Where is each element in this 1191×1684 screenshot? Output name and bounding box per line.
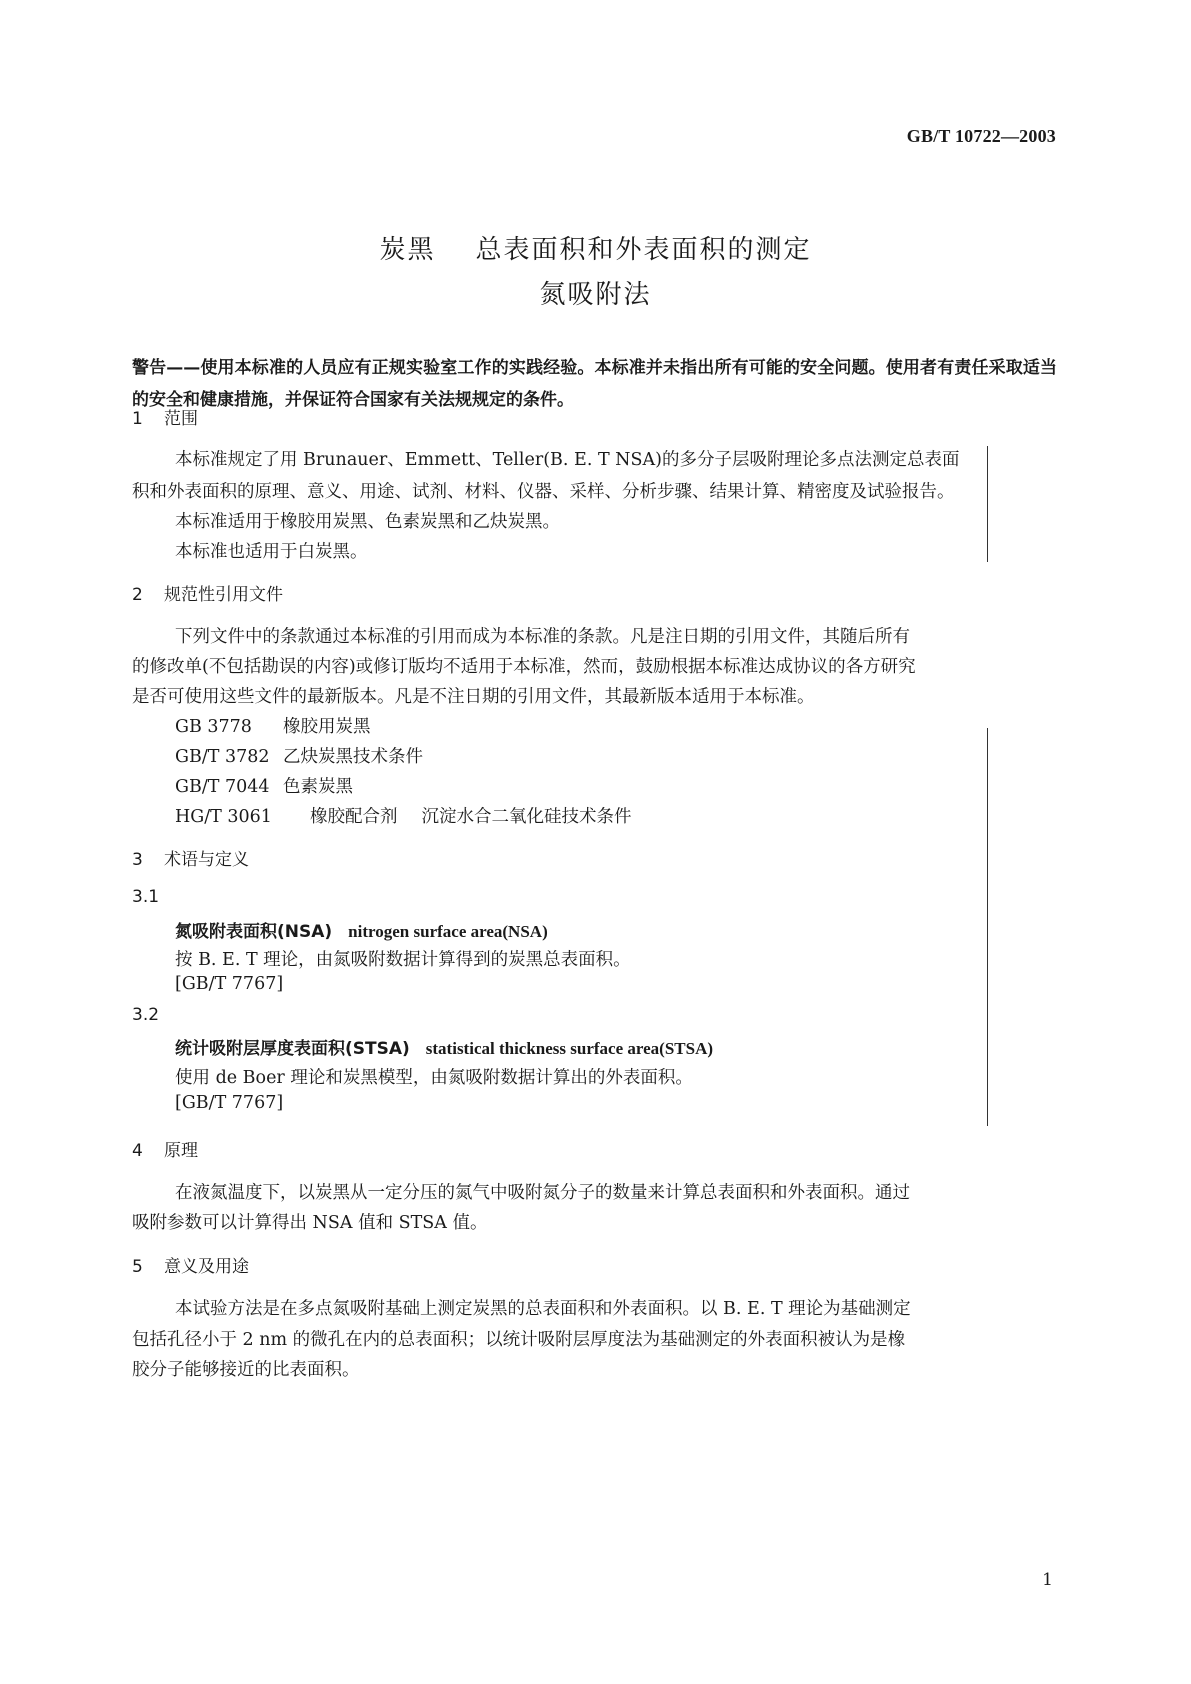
term-entry: [175, 917, 548, 942]
term-chinese: 氮吸附表面积(NSA): [175, 922, 333, 942]
reference-item: [175, 773, 353, 798]
section-number: 5: [132, 1257, 143, 1277]
scope-paragraph-line: 本标准规定了用 Brunauer、Emmett、Teller(B. E. T NSA)的多分子层吸附理论多点法测定总表面: [175, 450, 960, 470]
reference-title: 色素炭黑: [283, 777, 353, 797]
reference-item: [175, 803, 632, 828]
section-number: 1: [132, 409, 143, 429]
reference-title: 橡胶配合剂: [310, 807, 398, 827]
reference-item: [175, 743, 423, 768]
reference-code: HG/T 3061: [175, 807, 272, 827]
term-definition: 使用 de Boer 理论和炭黑模型，由氮吸附数据计算出的外表面积。: [175, 1068, 693, 1088]
section-number: 2: [132, 585, 143, 605]
document-title-line2: 氮吸附法: [539, 280, 652, 310]
reference-code: GB/T 3782: [175, 747, 270, 767]
scope-paragraph-line: 积和外表面积的原理、意义、用途、试剂、材料、仪器、采样、分析步骤、结果计算、精密度及试验报告。: [132, 482, 955, 502]
term-reference: [GB/T 7767]: [175, 974, 284, 994]
section-number: 3: [132, 850, 143, 870]
term-number: 3.2: [132, 1005, 160, 1025]
references-paragraph-line: 下列文件中的条款通过本标准的引用而成为本标准的条款。凡是注日期的引用文件，其随后所有: [175, 627, 910, 647]
reference-item: [175, 713, 371, 738]
section-title: 范围: [164, 409, 198, 429]
reference-code: GB/T 7044: [175, 777, 270, 797]
principle-paragraph-line: 吸附参数可以计算得出 NSA 值和 STSA 值。: [132, 1213, 488, 1233]
reference-title: 沉淀水合二氧化硅技术条件: [421, 807, 632, 827]
scope-paragraph: 本标准适用于橡胶用炭黑、色素炭黑和乙炔炭黑。: [175, 512, 560, 532]
significance-paragraph-line: 包括孔径小于 2 nm 的微孔在内的总表面积；以统计吸附层厚度法为基础测定的外表面积被认为是橡: [132, 1330, 906, 1350]
term-entry: [175, 1034, 713, 1059]
document-title-line1: [0, 229, 1191, 266]
significance-paragraph-line: 本试验方法是在多点氮吸附基础上测定炭黑的总表面积和外表面积。以 B. E. T 理论为基础测定: [175, 1299, 911, 1319]
scope-paragraph: 本标准也适用于白炭黑。: [175, 542, 368, 562]
references-paragraph-line: 是否可使用这些文件的最新版本。凡是不注日期的引用文件，其最新版本适用于本标准。: [132, 687, 815, 707]
reference-code: GB 3778: [175, 717, 252, 737]
section-title: 规范性引用文件: [164, 585, 283, 605]
references-paragraph-line: 的修改单(不包括勘误的内容)或修订版均不适用于本标准，然而，鼓励根据本标准达成协议的各方研究: [132, 657, 916, 677]
revision-bar: [987, 446, 988, 562]
section-title: 术语与定义: [164, 850, 249, 870]
section-1-heading: [132, 404, 198, 429]
term-reference: [GB/T 7767]: [175, 1093, 284, 1113]
page-number: 1: [1042, 1570, 1053, 1590]
standard-code: GB/T 10722—2003: [906, 126, 1056, 146]
section-number: 4: [132, 1141, 143, 1161]
term-english: nitrogen surface area(NSA): [348, 922, 548, 941]
section-title: 原理: [164, 1141, 198, 1161]
revision-bar: [987, 728, 988, 1126]
significance-paragraph-line: 胶分子能够接近的比表面积。: [132, 1360, 360, 1380]
section-2-heading: [132, 580, 283, 605]
title-part-a: 炭黑: [379, 235, 436, 265]
title-part-b: 总表面积和外表面积的测定: [475, 235, 812, 265]
principle-paragraph-line: 在液氮温度下，以炭黑从一定分压的氮气中吸附氮分子的数量来计算总表面积和外表面积。通过: [175, 1183, 910, 1203]
section-4-heading: [132, 1136, 198, 1161]
term-chinese: 统计吸附层厚度表面积(STSA): [175, 1039, 410, 1059]
reference-title: 橡胶用炭黑: [283, 717, 371, 737]
section-title: 意义及用途: [164, 1257, 249, 1277]
warning-paragraph: 警告——使用本标准的人员应有正规实验室工作的实践经验。本标准并未指出所有可能的安全问题。使用者有责任采取适当的安全和健康措施，并保证符合国家有关法规规定的条件。: [132, 358, 1057, 410]
term-number: 3.1: [132, 887, 160, 907]
reference-title: 乙炔炭黑技术条件: [283, 747, 423, 767]
term-english: statistical thickness surface area(STSA): [425, 1039, 714, 1058]
term-definition: 按 B. E. T 理论，由氮吸附数据计算得到的炭黑总表面积。: [175, 950, 631, 970]
section-3-heading: [132, 845, 249, 870]
section-5-heading: [132, 1252, 249, 1277]
